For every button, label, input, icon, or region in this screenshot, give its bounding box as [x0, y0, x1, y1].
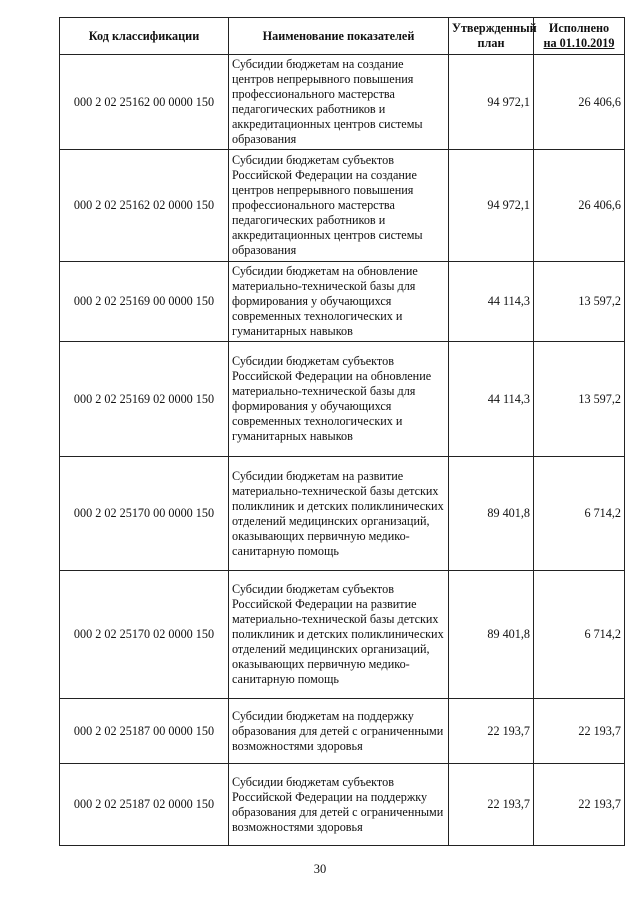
row-done: 22 193,7: [534, 699, 625, 764]
row-plan: 44 114,3: [449, 262, 534, 342]
row-done: 13 597,2: [534, 342, 625, 457]
row-name: Субсидии бюджетам на поддержку образования для детей с ограниченными возможностями здоровья: [229, 699, 449, 764]
row-plan: 22 193,7: [449, 764, 534, 846]
header-name: Наименование показателей: [229, 18, 449, 55]
row-name: Субсидии бюджетам субъектов Российской Федерации на поддержку образования для детей с ограниченными возможностями здоровья: [229, 764, 449, 846]
row-name: Субсидии бюджетам на обновление материально-технической базы для формирования у обучающихся современных технологических и гуманитарных навыков: [229, 262, 449, 342]
row-plan: 94 972,1: [449, 55, 534, 150]
row-name: Субсидии бюджетам субъектов Российской Федерации на обновление материально-технической базы для формирования у обучающихся современных технологических и гуманитарных навыков: [229, 342, 449, 457]
row-name: Субсидии бюджетам на создание центров непрерывного повышения профессионального мастерства педагогических работников и аккредитационных центров системы образования: [229, 55, 449, 150]
row-code: 000 2 02 25169 00 0000 150: [60, 262, 229, 342]
row-done: 26 406,6: [534, 150, 625, 262]
row-name: Субсидии бюджетам субъектов Российской Федерации на развитие материально-технической базы детских поликлиник и детских поликлинических отделений медицинских организаций, оказывающих первичную медико-санитарную помощь: [229, 571, 449, 699]
table-row: [60, 342, 625, 457]
row-done: 26 406,6: [534, 55, 625, 150]
row-plan: 89 401,8: [449, 571, 534, 699]
header-done-line1: Исполнено: [548, 21, 610, 35]
page-number: 30: [313, 862, 327, 876]
header-code: Код классификации: [60, 18, 229, 55]
row-code: 000 2 02 25187 00 0000 150: [60, 699, 229, 764]
table-header-row: [60, 18, 625, 55]
table-row: [60, 571, 625, 699]
table-row: [60, 262, 625, 342]
table-row: [60, 55, 625, 150]
row-name: Субсидии бюджетам субъектов Российской Федерации на создание центров непрерывного повышения профессионального мастерства педагогических работников и аккредитационных центров системы образования: [229, 150, 449, 262]
table-row: [60, 457, 625, 571]
row-done: 6 714,2: [534, 457, 625, 571]
header-done: [534, 18, 625, 55]
header-done-line2: на 01.10.2019: [543, 36, 615, 50]
row-code: 000 2 02 25187 02 0000 150: [60, 764, 229, 846]
row-code: 000 2 02 25170 00 0000 150: [60, 457, 229, 571]
table-row: [60, 699, 625, 764]
budget-table: [59, 17, 625, 846]
row-done: 13 597,2: [534, 262, 625, 342]
row-plan: 94 972,1: [449, 150, 534, 262]
table-row: [60, 764, 625, 846]
table-row: [60, 150, 625, 262]
row-code: 000 2 02 25170 02 0000 150: [60, 571, 229, 699]
row-code: 000 2 02 25169 02 0000 150: [60, 342, 229, 457]
row-plan: 44 114,3: [449, 342, 534, 457]
row-plan: 22 193,7: [449, 699, 534, 764]
row-code: 000 2 02 25162 00 0000 150: [60, 55, 229, 150]
row-name: Субсидии бюджетам на развитие материально-технической базы детских поликлиник и детских поликлинических отделений медицинских организаций, оказывающих первичную медико-санитарную помощь: [229, 457, 449, 571]
row-code: 000 2 02 25162 02 0000 150: [60, 150, 229, 262]
row-done: 6 714,2: [534, 571, 625, 699]
header-plan: [449, 18, 537, 55]
header-plan-line1: Утвержденный: [452, 21, 537, 35]
header-plan-line2: план: [477, 36, 505, 50]
row-plan: 89 401,8: [449, 457, 534, 571]
row-done: 22 193,7: [534, 764, 625, 846]
